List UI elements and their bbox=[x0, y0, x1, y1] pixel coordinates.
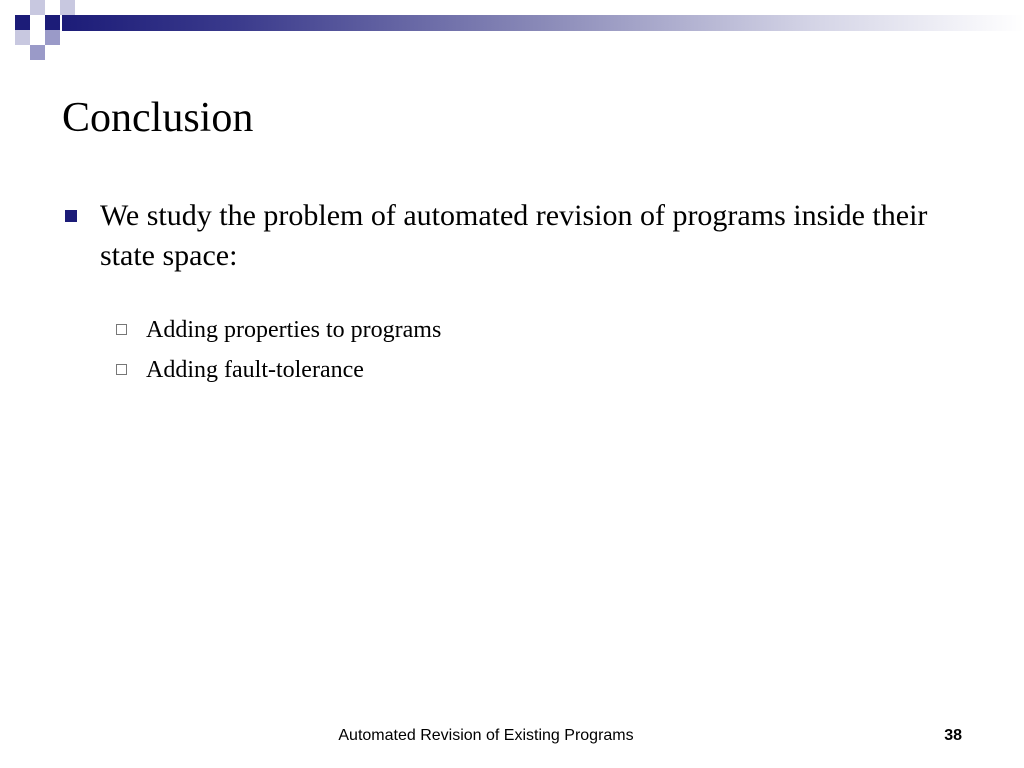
decor-square bbox=[30, 0, 45, 15]
slide-title: Conclusion bbox=[62, 95, 254, 141]
decor-square bbox=[60, 0, 75, 15]
sub-bullet-item bbox=[114, 350, 962, 390]
bullet-item bbox=[62, 196, 962, 276]
decor-square bbox=[15, 30, 30, 45]
decor-square bbox=[45, 15, 60, 30]
page-number: 38 bbox=[944, 727, 962, 744]
decor-square bbox=[30, 45, 45, 60]
hollow-square-bullet-icon bbox=[116, 364, 127, 375]
decor-square bbox=[15, 15, 30, 30]
sub-bullet-item bbox=[114, 310, 962, 350]
bullet-text: We study the problem of automated revision of programs inside their state space: bbox=[100, 199, 928, 272]
filled-square-bullet-icon bbox=[65, 210, 77, 222]
slide-body bbox=[62, 196, 962, 390]
sub-bullet-text: Adding properties to programs bbox=[146, 317, 442, 343]
header-gradient-band bbox=[62, 15, 1024, 31]
decor-square bbox=[45, 30, 60, 45]
sub-bullet-text: Adding fault-tolerance bbox=[146, 357, 364, 383]
footer-title: Automated Revision of Existing Programs bbox=[338, 727, 634, 744]
sub-bullet-list bbox=[62, 310, 962, 390]
hollow-square-bullet-icon bbox=[116, 324, 127, 335]
